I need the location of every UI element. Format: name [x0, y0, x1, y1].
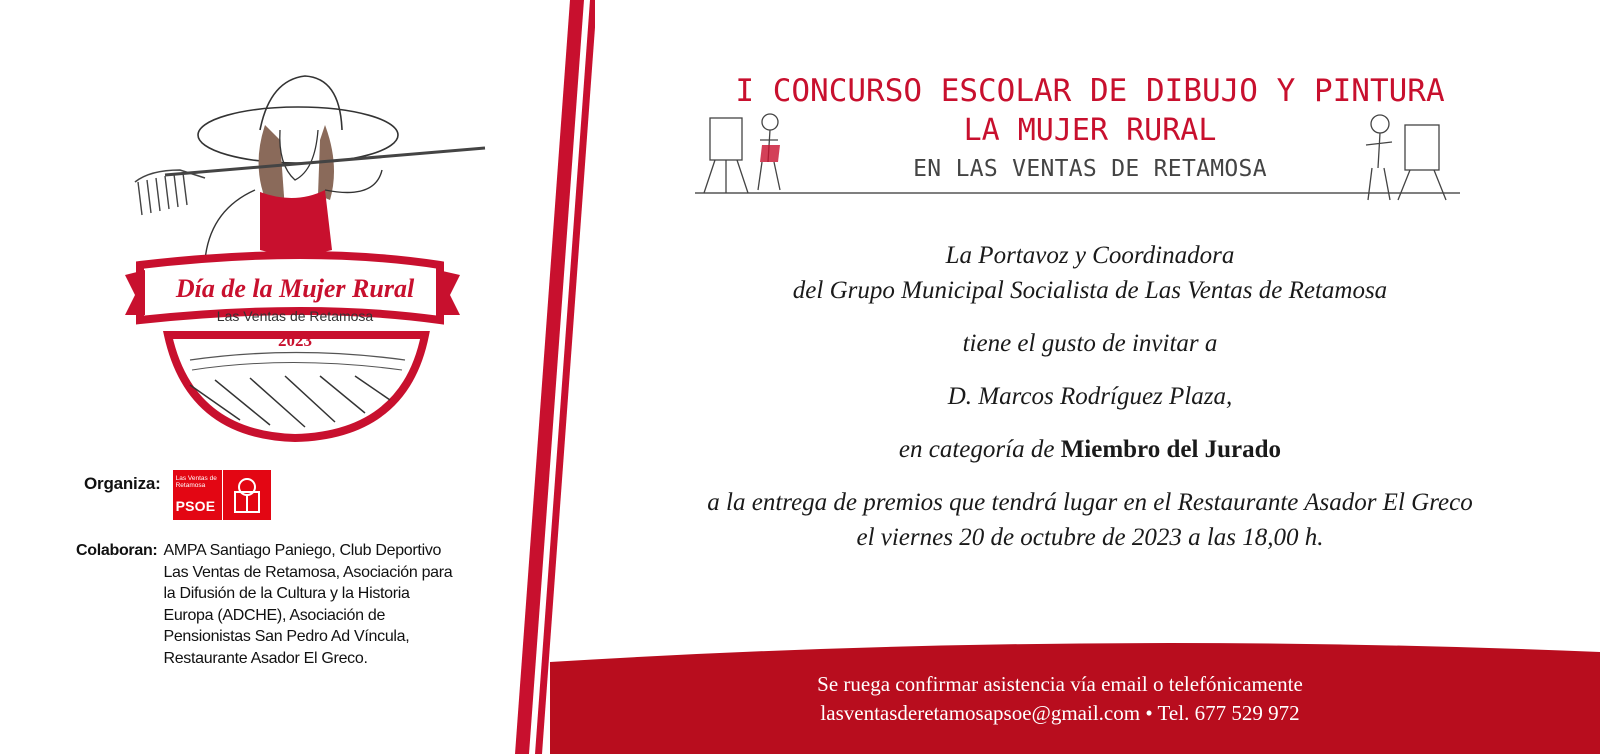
event-line-1: a la entrega de premios que tendrá lugar en el Restaurante Asador El Greco	[707, 489, 1473, 516]
invitation-body	[640, 238, 1540, 555]
invitation-line-1: La Portavoz y Coordinadora	[945, 242, 1235, 269]
colaboran-label: Colaboran:	[76, 542, 158, 559]
event-line-2: el viernes 20 de octubre de 2023 a las 18,00 h.	[856, 524, 1324, 551]
woman-with-rake-emblem-icon	[120, 70, 500, 460]
organiza-label: Organiza:	[84, 474, 161, 493]
logo-year: 2023	[278, 331, 312, 350]
contest-title: I CONCURSO ESCOLAR DE DIBUJO Y PINTURA	[735, 73, 1445, 109]
guest-name: D. Marcos Rodríguez Plaza,	[947, 383, 1233, 410]
contest-location: EN LAS VENTAS DE RETAMOSA	[913, 156, 1267, 182]
left-panel	[0, 0, 520, 754]
rsvp-text: Se ruega confirmar asistencia vía email o telefónicamente	[817, 672, 1303, 696]
logo-subtitle: Las Ventas de Retamosa	[216, 308, 374, 324]
contest-subtitle: LA MUJER RURAL	[963, 113, 1217, 148]
footer-text	[560, 670, 1560, 728]
logo-title: Día de la Mujer Rural	[175, 274, 415, 303]
invitation-line-3: tiene el gusto de invitar a	[962, 330, 1218, 357]
category-name: Miembro del Jurado	[1060, 436, 1282, 463]
contact-text: lasventasderetamosapsoe@gmail.com • Tel. 677 529 972	[820, 701, 1300, 725]
psoe-local-name: Las Ventas de Retamosa	[175, 475, 217, 489]
contest-header	[680, 72, 1500, 184]
organizer-block	[84, 470, 271, 520]
collaborators-block	[76, 542, 496, 669]
psoe-name: PSOE	[175, 498, 216, 514]
invitation-line-2: del Grupo Municipal Socialista de Las Ventas de Retamosa	[792, 277, 1388, 304]
colaboran-text: AMPA Santiago Paniego, Club Deportivo Las Ventas de Retamosa, Asociación para la Difusión de la Cultura y la Historia Europa (ADCHE), Asociación de Pensionistas San Pedro Ad Víncula, Restaurante Asador El Greco.	[163, 542, 453, 667]
category-line	[640, 432, 1540, 467]
category-prefix: en categoría de	[898, 436, 1055, 463]
psoe-logo	[173, 470, 271, 520]
psoe-rose-icon	[223, 470, 271, 520]
